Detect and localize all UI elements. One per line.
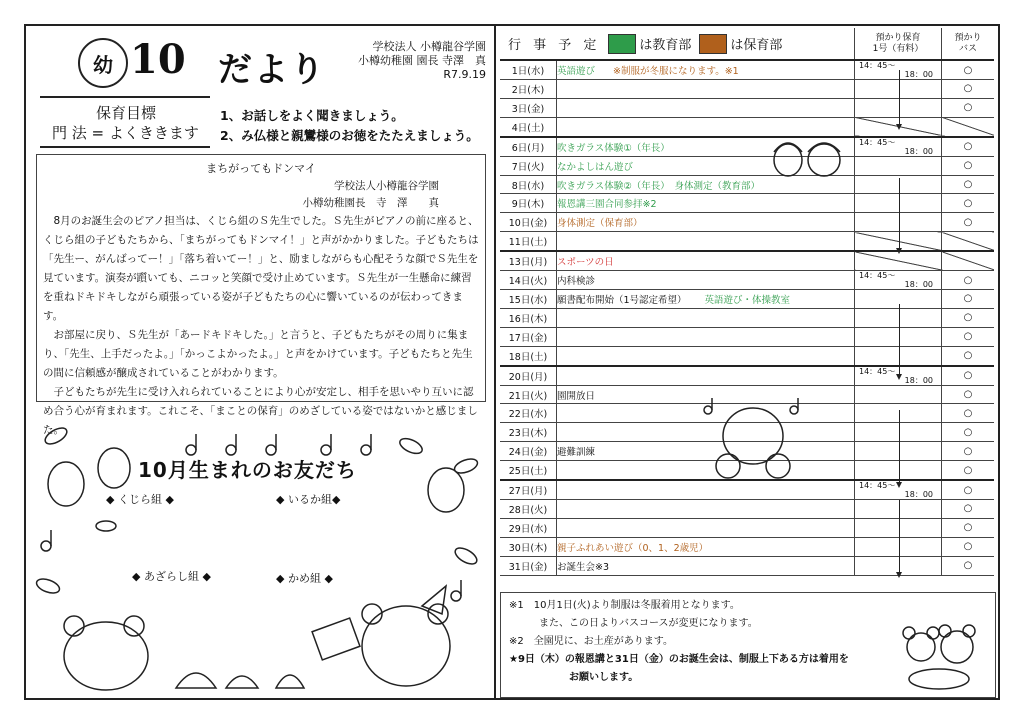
right-panel xyxy=(498,26,998,698)
schedule-header xyxy=(500,28,855,60)
leaf-icon xyxy=(453,545,480,567)
care-cell xyxy=(855,500,942,519)
schedule-row xyxy=(500,194,994,213)
kinder-name: 小樽幼稚園 園長 寺澤 真 xyxy=(358,54,486,67)
schedule-date: 6日(月) xyxy=(500,137,557,157)
schedule-date: 1日(水) xyxy=(500,60,557,80)
care-cell xyxy=(855,80,942,99)
schedule-event xyxy=(557,366,855,386)
schedule-date: 11日(土) xyxy=(500,232,557,251)
care-cell: 14：45～ 18：00 xyxy=(855,137,942,157)
bus-cell: ○ xyxy=(942,60,995,80)
owl-character-icon xyxy=(98,448,130,488)
kindergarten-badge: 幼 xyxy=(78,38,128,88)
schedule-date: 4日(土) xyxy=(500,117,557,136)
childcare-legend-label: は保育部 xyxy=(730,38,783,53)
mushroom-icon xyxy=(176,673,216,688)
principal-essay xyxy=(36,154,486,436)
note-3: ★9日（木）の報恩講と31日（金）のお誕生会は、制服上下ある方は着用を xyxy=(509,654,849,665)
birthday-group-kujira: ◆ くじら組 ◆ xyxy=(106,493,174,506)
acorn-icon xyxy=(276,675,304,688)
schedule-row xyxy=(500,346,994,365)
month-number: 10 xyxy=(130,36,186,83)
owl-character-icon xyxy=(428,468,464,512)
care-cell xyxy=(855,537,942,556)
schedule-row xyxy=(500,500,994,519)
birthday-group-kame: ◆ かめ組 ◆ xyxy=(276,572,333,585)
leaf-icon xyxy=(96,521,116,531)
schedule-event: 英語遊び ※制服が冬服になります。※1 xyxy=(557,60,855,80)
care-cell: 14：45～ 18：00 xyxy=(855,60,942,80)
schedule-event: スポーツの日 xyxy=(557,251,855,270)
goal-motto: 門 法 = よくききます xyxy=(52,124,199,142)
schedule-row xyxy=(500,327,994,346)
schedule-date: 10日(金) xyxy=(500,213,557,232)
care-cell: 14：45～ 18：00 xyxy=(855,366,942,386)
bus-cell: ○ xyxy=(942,537,995,556)
bus-cell: ○ xyxy=(942,480,995,500)
care-period-arrow xyxy=(899,304,900,376)
bus-cell xyxy=(942,251,995,270)
care-cell xyxy=(855,98,942,117)
bus-cell: ○ xyxy=(942,404,995,423)
care-period-arrow xyxy=(899,70,900,126)
newsletter-title: だより xyxy=(218,50,326,90)
bus-cell: ○ xyxy=(942,156,995,175)
note-1-continued: また、この日よりバスコースが変更になります。 xyxy=(539,618,758,629)
schedule-date: 13日(月) xyxy=(500,251,557,270)
schedule-row xyxy=(500,556,994,575)
schedule-row xyxy=(500,537,994,556)
schedule-event xyxy=(557,98,855,117)
care-cell xyxy=(855,346,942,365)
bus-cell: ○ xyxy=(942,442,995,461)
goal-banner xyxy=(40,96,210,144)
left-panel xyxy=(26,26,494,698)
bus-cell: ○ xyxy=(942,461,995,480)
care-cell: 14：45～ 18：00 xyxy=(855,480,942,500)
care-cell xyxy=(855,385,942,404)
schedule-date: 30日(木) xyxy=(500,537,557,556)
bus-cell: ○ xyxy=(942,518,995,537)
schedule-header-label: 行 事 予 定 xyxy=(508,38,601,53)
schedule-row xyxy=(500,232,994,251)
care-cell xyxy=(855,404,942,423)
column-divider xyxy=(494,26,496,698)
schedule-row xyxy=(500,137,994,157)
care-period-arrow xyxy=(899,500,900,574)
schedule-event: 吹きガラス体験①（年長） xyxy=(557,137,855,157)
schedule-date: 9日(木) xyxy=(500,194,557,213)
newsletter-logo xyxy=(78,36,328,98)
bus-cell: ○ xyxy=(942,98,995,117)
schedule-event: 園開放日 xyxy=(557,385,855,404)
care-cell xyxy=(855,308,942,327)
bus-cell: ○ xyxy=(942,290,995,309)
schedule-header-row xyxy=(500,28,994,60)
bus-cell: ○ xyxy=(942,327,995,346)
schedule-date: 22日(水) xyxy=(500,404,557,423)
schedule-row xyxy=(500,117,994,136)
schedule-date: 2日(木) xyxy=(500,80,557,99)
note-2: ※2 全園児に、お土産があります。 xyxy=(509,636,673,647)
schedule-date: 16日(木) xyxy=(500,308,557,327)
schedule-row xyxy=(500,308,994,327)
autumn-leaves-illustration xyxy=(26,406,494,702)
schedule-row xyxy=(500,98,994,117)
note-3-continued: お願いします。 xyxy=(569,672,639,683)
mushroom-icon xyxy=(226,676,258,688)
bus-cell: ○ xyxy=(942,194,995,213)
care-period-arrow xyxy=(899,410,900,484)
music-note-icon xyxy=(451,591,461,601)
schedule-event: 避難訓練 xyxy=(557,442,855,461)
schedule-date: 23日(木) xyxy=(500,423,557,442)
schedule-date: 3日(金) xyxy=(500,98,557,117)
schedule-row xyxy=(500,251,994,270)
owl-character-icon xyxy=(48,462,84,506)
schedule-event: なかよしはん遊び xyxy=(557,156,855,175)
care-cell xyxy=(855,461,942,480)
schedule-date: 14日(火) xyxy=(500,271,557,290)
bus-cell: ○ xyxy=(942,80,995,99)
essay-paragraph: お部屋に戻り、Ｓ先生が「あードキドキした。」と言うと、子どもたちがその周りに集まり、「先生、上手だったよ。」「かっこよかったよ。」と声をかけています。子どもたちと先生の間に信頼感が醸成されていることがわかります。 xyxy=(43,329,473,379)
schedule-event xyxy=(557,308,855,327)
care-cell xyxy=(855,194,942,213)
schedule-event xyxy=(557,518,855,537)
schedule-date: 29日(水) xyxy=(500,518,557,537)
essay-title: まちがってもドンマイ xyxy=(206,162,316,175)
schedule-event: 親子ふれあい遊び（0、1、2歳児） xyxy=(557,537,855,556)
bus-cell: ○ xyxy=(942,500,995,519)
newsletter-page xyxy=(24,24,1000,700)
schedule-date: 31日(金) xyxy=(500,556,557,575)
care-cell xyxy=(855,442,942,461)
schedule-event xyxy=(557,327,855,346)
schedule-row xyxy=(500,213,994,232)
bus-cell: ○ xyxy=(942,175,995,194)
bus-cell: ○ xyxy=(942,308,995,327)
schedule-row xyxy=(500,156,994,175)
mouse-bear-illustration xyxy=(901,617,981,693)
issue-date: R7.9.19 xyxy=(443,68,486,81)
leaf-icon xyxy=(43,425,70,447)
leaf-icon xyxy=(35,576,62,595)
essay-paragraph: 子どもたちが先生に受け入れられていることにより心が安定し、相手を思いやり互いに認め合う心が育まれます。これこそ、「まことの保育」のめざしている姿ではないかと感じました。 xyxy=(43,386,478,436)
bus-cell: ○ xyxy=(942,385,995,404)
schedule-row xyxy=(500,290,994,309)
bear-character-icon xyxy=(362,606,450,686)
birthday-group-azarashi: ◆ あざらし組 ◆ xyxy=(132,570,211,583)
schedule-row xyxy=(500,518,994,537)
schedule-date: 27日(月) xyxy=(500,480,557,500)
bus-column-header: 預かり バス xyxy=(942,28,995,60)
goal-list xyxy=(220,106,479,146)
schedule-event: 報恩講三園合同参拝※2 xyxy=(557,194,855,213)
care-cell xyxy=(855,156,942,175)
schedule-event xyxy=(557,80,855,99)
goal-item: 1、お話しをよく聞きましょう。 xyxy=(220,108,404,123)
schedule-event: 願書配布開始（1号認定希望） 英語遊び・体操教室 xyxy=(557,290,855,309)
care-cell xyxy=(855,175,942,194)
schedule-event: 内科検診 xyxy=(557,271,855,290)
music-note-icon xyxy=(41,541,51,551)
birthday-title: 10月生まれのお友だち xyxy=(138,458,357,482)
event-schedule-table xyxy=(500,28,994,576)
essay-byline-author: 小樽幼稚園長 寺 澤 真 xyxy=(302,197,439,209)
education-legend-swatch xyxy=(608,34,636,54)
bus-cell: ○ xyxy=(942,366,995,386)
schedule-notes xyxy=(500,592,996,698)
childcare-legend-swatch xyxy=(699,34,727,54)
schedule-row xyxy=(500,175,994,194)
acorn-kettle-illustration xyxy=(768,126,848,186)
schedule-row xyxy=(500,366,994,386)
schedule-date: 21日(火) xyxy=(500,385,557,404)
schedule-event: 吹きガラス体験②（年長） 身体測定（教育部） xyxy=(557,175,855,194)
essay-byline-school: 学校法人小樽龍谷学園 xyxy=(334,180,439,192)
schedule-event: 身体測定（保育部） xyxy=(557,213,855,232)
bus-cell: ○ xyxy=(942,423,995,442)
schedule-date: 17日(金) xyxy=(500,327,557,346)
care-period-arrow xyxy=(899,178,900,250)
schedule-event: お誕生会※3 xyxy=(557,556,855,575)
note-1: ※1 10月1日(火)より制服は冬服着用となります。 xyxy=(509,600,740,611)
bus-cell: ○ xyxy=(942,346,995,365)
bear-character-icon xyxy=(64,622,148,690)
school-info xyxy=(326,40,486,82)
care-cell xyxy=(855,251,942,270)
schedule-date: 15日(水) xyxy=(500,290,557,309)
schedule-row xyxy=(500,271,994,290)
bus-cell: ○ xyxy=(942,213,995,232)
essay-paragraph: 8月のお誕生会のピアノ担当は、くじら組のＳ先生でした。Ｓ先生がピアノの前に座ると、くじら組の子どもたちから、「まちがってもドンマイ！」と声がかかりました。子どもたちは「先生ー、がんばってー！」「落ち着いてー！」と、励ましながらも心配そうな顔でＳ先生を見ています。演奏が躓いても、ニコッと笑顔で受け止めています。Ｓ先生が一生懸命に練習を重ねドキドキしながら頑張っている姿が子どもたちの心に響いているのが伝わってきます。 xyxy=(43,215,479,322)
care-cell xyxy=(855,423,942,442)
schedule-row xyxy=(500,80,994,99)
bus-cell: ○ xyxy=(942,137,995,157)
schedule-date: 25日(土) xyxy=(500,461,557,480)
care-column-header: 預かり保育 1号（有料） xyxy=(855,28,942,60)
schedule-row xyxy=(500,60,994,80)
schedule-date: 24日(金) xyxy=(500,442,557,461)
leaf-icon xyxy=(398,435,425,456)
schedule-event xyxy=(557,346,855,365)
care-cell xyxy=(855,518,942,537)
bus-cell xyxy=(942,232,995,251)
care-cell xyxy=(855,213,942,232)
care-cell: 14：45～ 18：00 xyxy=(855,271,942,290)
school-name: 学校法人 小樽龍谷学園 xyxy=(372,40,486,53)
schedule-date: 18日(土) xyxy=(500,346,557,365)
schedule-date: 8日(水) xyxy=(500,175,557,194)
schedule-event xyxy=(557,500,855,519)
bus-cell: ○ xyxy=(942,271,995,290)
schedule-date: 7日(火) xyxy=(500,156,557,175)
goal-title: 保育目標 xyxy=(96,104,157,122)
gift-box-icon xyxy=(312,618,360,660)
bus-cell xyxy=(942,117,995,136)
care-cell xyxy=(855,290,942,309)
bus-cell: ○ xyxy=(942,556,995,575)
goal-item: 2、み仏様と親鸞様のお徳をたたえましょう。 xyxy=(220,128,479,143)
schedule-event xyxy=(557,232,855,251)
schedule-date: 20日(月) xyxy=(500,366,557,386)
education-legend-label: は教育部 xyxy=(639,38,692,53)
music-note-icon xyxy=(361,445,371,455)
birthday-group-iruka: ◆ いるか組◆ xyxy=(276,493,341,506)
schedule-date: 28日(火) xyxy=(500,500,557,519)
children-illustration xyxy=(698,396,808,486)
care-cell xyxy=(855,327,942,346)
